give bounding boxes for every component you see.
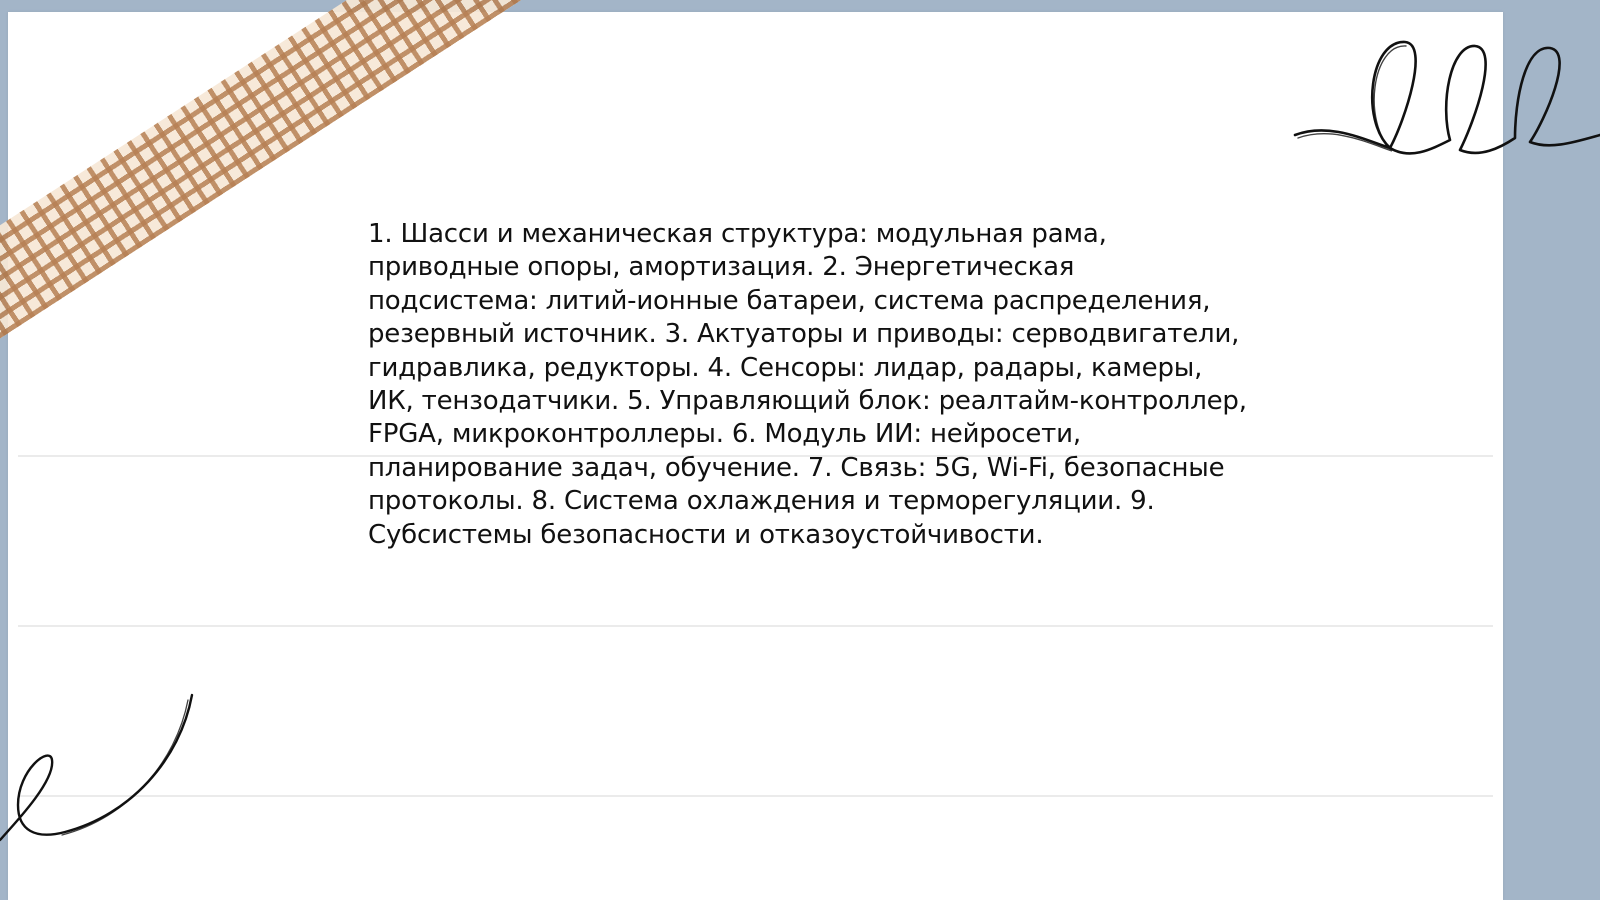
rule-line xyxy=(18,625,1493,627)
body-text: 1. Шасси и механическая структура: модульная рама, приводные опоры, амортизация. 2. Энергетическая подсистема: литий-ионные батареи, система распределения, резервный источник. 3. Актуаторы и приводы: серводвигатели, гидравлика, редукторы. 4. Сенсоры: лидар, радары, камеры, ИК, тензодатчики. 5. Управляющий блок: реалтайм-контроллер, FPGA, микроконтроллеры. 6. Модуль ИИ: нейросети, планирование задач, обучение. 7. Связь: 5G, Wi-Fi, безопасные протоколы. 8. Система охлаждения и терморегуляции. 9. Субсистемы безопасности и отказоустойчивости. xyxy=(368,219,1247,550)
swirl-scribble-icon xyxy=(0,690,200,850)
rule-line xyxy=(18,795,1493,797)
loop-scribble-icon xyxy=(1290,30,1600,165)
